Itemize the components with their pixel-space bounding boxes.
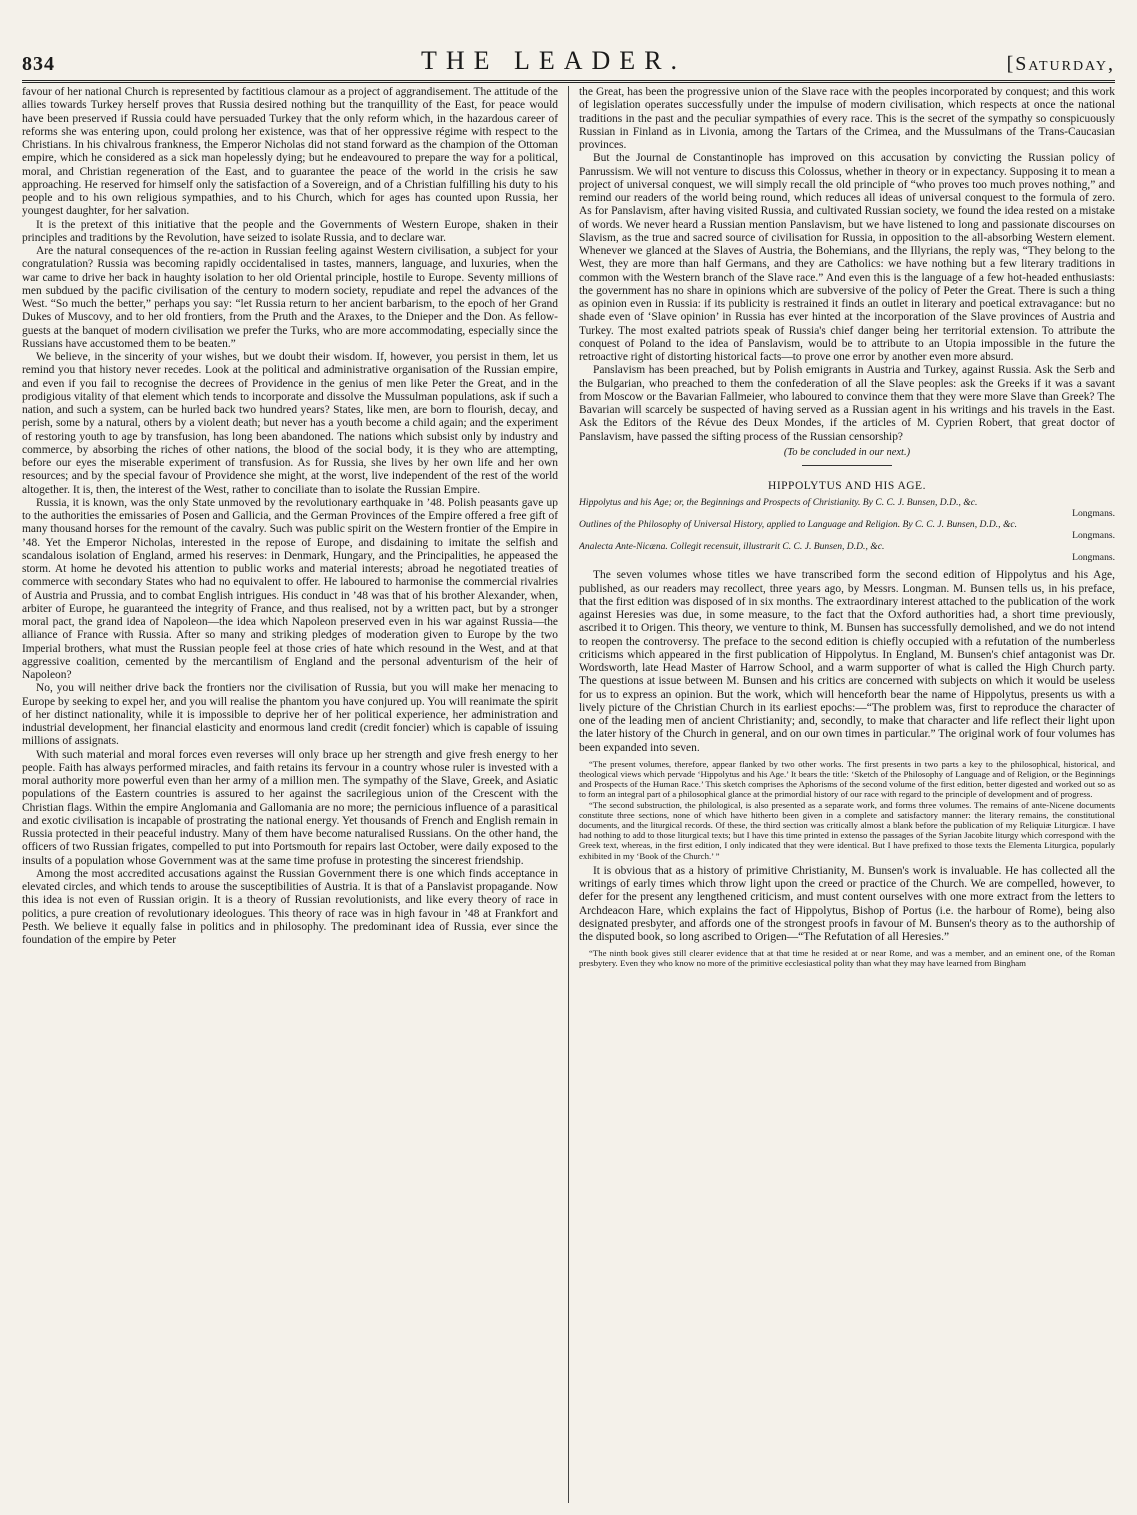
book-listing-2: [579, 519, 1115, 541]
left-paragraph-3: Are the natural consequences of the re-action in Russian feeling against Western civilisation, a subject for your congratulation? Russia was becoming rapidly occidentalised in tastes, manners, language, and luxuries, when the war came to drive her back in haughty isolation to her old Oriental principle, hostile to Europe. Seventy millions of men subdued by the pacific civilisation of the century to modern society, repudiate and repel the advances of the West. “So much the better,” perhaps you say: “let Russia return to her ancient barbarism, to the epoch of her Grand Dukes of Muscovy, and to her old frontiers, from the Pruth and the Araxes, to the Dnieper and the Don. As fellow-guests at the banquet of modern civilisation we prefer the Turks, who are more accommodating, especially since the Russians have accustomed them to be beaten.”: [22, 245, 558, 350]
review-paragraph-1: The seven volumes whose titles we have transcribed form the second edition of Hippolytus and his Age, published, as our readers may recollect, three years ago, by Messrs. Longman. M. Bunsen tells us, in his preface, that the first edition was disposed of in six months. The extraordinary interest attached to the publication of the work against Heresies was due, in some measure, to the fact that the Oxford authorities had, a short time previously, ascribed it to Origen. This theory, we venture to think, M. Bunsen has successfully demolished, and we do not intend to reopen the controversy. The preface to the second edition is chiefly occupied with a refutation of the numberless criticisms which appeared in the first publication of Hippolytus. In England, M. Bunsen's chief antagonist was Dr. Wordsworth, late Head Master of Harrow School, and a warm supporter of what is called the High Church party. The questions at issue between M. Bunsen and his critics are concerned with subjects on which it would be useless for us to express an opinion. But the work, which will henceforth bear the name of Hippolytus, presents us with a lively picture of the Christian Church in its earliest epochs:—“The problem was, first to reproduce the character of one of the leading men of ancient Christianity; and, secondly, to make that character and life reflect their light upon the later history of the Church in general, and on our own times in particular.” The original work of four volumes has been expanded into seven.: [579, 569, 1115, 754]
left-paragraph-6: No, you will neither drive back the frontiers nor the civilisation of Russia, but you will make her menacing to Europe by seeking to expel her, and you will realise the phantom you have conjured up. You will reanimate the spirit of her distinct nationality, while it is impossible to deprive her of her political experience, her administration and industrial development, her financial elasticity and enormous land credit (credit foncier) which is capable of issuing millions of assignats.: [22, 682, 558, 748]
newspaper-title: THE LEADER.: [420, 46, 687, 75]
quote-2-paragraph: “The ninth book gives still clearer evidence that at that time he resided at or near Rome, and was a member, and an eminent one, of the Roman presbytery. Even they who know no more of the primitive ecclesiastical polity than what they may have learned from Bingham: [579, 948, 1115, 969]
left-paragraph-2: It is the pretext of this initiative that the people and the Governments of Western Europe, shaken in their principles and traditions by the Revolution, have seized to isolate Russia, and to declare war.: [22, 218, 558, 244]
right-paragraph-1: the Great, has been the progressive union of the Slave race with the peoples incorporated by conquest; and this work of legislation operates successfully under the impulse of modern civilisation, which respects at once the national traditions in the past and the peculiar sympathies of every race. This is the secret of the sympathy so conspicuously Russian in Finland as in Livonia, among the Tartars of the Crimea, and the Mussulmans of the Trans-Caucasian provinces.: [579, 86, 1115, 151]
book-title-2: Outlines of the Philosophy of Universal History, applied to Language and Religion. By C. C. J. Bunsen, D.D., &c.: [579, 519, 1018, 531]
review-paragraph-2: It is obvious that as a history of primitive Christianity, M. Bunsen's work is invaluable. He has collected all the writings of early times which throw light upon the creed or practice of the Church. We are compelled, however, to defer for the present any lengthened criticism, and must content ourselves with one more extract from the letters to Archdeacon Hare, which explains the fact of Hippolytus, Bishop of Portus (i.e. the harbour of Rome), being also designated presbyter, and affords one of the strongest proofs in favour of M. Bunsen's theory as to the authorship of the disputed book, so long ascribed to Origen—“The Refutation of all Heresies.”: [579, 864, 1115, 944]
right-column: [579, 86, 1115, 1503]
page-number: 834: [22, 53, 55, 75]
right-paragraph-2: But the Journal de Constantinople has improved on this accusation by convicting the Russian policy of Panrussism. We will not venture to discuss this Colossus, whether in theory or in expectancy. Supposing it to mean a project of universal conquest, we will simply recall the old principle of “who proves too much proves nothing,” and remind our readers of the world being round, which reduces all ideas of universal conquest to the formula of zero. As for Panslavism, after having visited Russia, and cultivated Russian society, we found the idea rested on a mistake of words. We never heard a Russian mention Panslavism, but we have listened to long and passionate discourses on Slavism, as the true and sacred source of civilisation for Russia, in opposition to the all-absorbing Western element. Whenever we glanced at the Slaves of Austria, the Bohemians, and the Illyrians, the reply was, “They belong to the West, they are more than half Germans, and they are Catholics: we have nothing but a few literary traditions in common with the Western branch of the Slave race.” And even this is the language of a few hot-headed enthusiasts: the government has no share in opinions which are subversive of the policy of Peter the Great. There is such a thing as opinion even in Russia: if its publicity is restrained it finds an outlet in literary and poetical extravagance: but no shade even of ‘Slave opinion’ in Russia has ever hinted at the incorporation of the Slave provinces of Austria and Turkey. The most exalted patriots speak of Russia's chief danger being her territorial extension. To attribute the conquest of Poland to the idea of Panslavism, would be to attribute to an Utopia impossible in the future the retroactive right of distorting historical facts—to prove one error by another even more absurd.: [579, 152, 1115, 363]
book-listing-1: [579, 497, 1115, 519]
article-heading: HIPPOLYTUS AND HIS AGE.: [768, 480, 926, 492]
left-paragraph-8: Among the most accredited accusations against the Russian Government there is one which finds acceptance in elevated circles, and which tends to arouse the susceptibilities of Austria. It is that of a Panslavist propagande. Now this idea is not even of Russian origin. It is a theory of Russian revolutionists, and like every theory of race in politics, a pure creation of revolutionary ideologues. This theory of race was in high favour in ’48 at Frankfort and Pesth. We believe it equally false in politics and in philosophy. The predominant idea of Russia, ever since the foundation of the empire by Peter: [22, 867, 558, 946]
left-column: [22, 86, 558, 1503]
to-be-concluded-note: (To be concluded in our next.): [783, 446, 911, 458]
article-columns: [22, 86, 1115, 1503]
book-publisher-3: Longmans.: [1072, 552, 1115, 564]
header-rule: [22, 80, 1115, 83]
left-paragraph-4: We believe, in the sincerity of your wishes, but we doubt their wisdom. If, however, you persist in them, let us remind you that history never recedes. Look at the political and administrative organisation of the Russian empire, and even if you fail to recognise the decrees of Providence in the genius of men like Peter the Great, and in the prodigious vitality of that element which tends to incorporate and dissolve the Mussulman populations, ask if such a nation, and such a system, can be hurled back two hundred years? States, like men, are born to flourish, decay, and perish, some by a natural, others by a violent death; but never has a youth become a child again; and the experiment of restoring youth to age by transfusion, has long been abandoned. The nations which subsist only by industry and commerce, by absorbing the riches of other nations, the blood of the social body, it is they who are attempting, before our eyes the miserable experiment of transfusion. As for Russia, she lives by her own life and her own resources; and by the special favour of Providence she might, at the worst, live independent of the rest of the world altogether. It is, then, the interest of the West, rather to conciliate than to isolate the Russian Empire.: [22, 351, 558, 496]
book-listing-3: [579, 541, 1115, 563]
issue-day: [Saturday,: [1006, 53, 1115, 75]
left-paragraph-1: favour of her national Church is represented by factitious clamour as a project of aggrandisement. The attitude of the allies towards Turkey herself proves that Russia desired nothing but the tranquillity of the East, for peace would have been preserved if Russia could have persuaded Turkey that the only reform which, in the hazardous career of reforms she was entering upon, could prolong her existence, was that of her oppressive régime with respect to the Christians. In his chivalrous frankness, the Emperor Nicholas did not stand forward as the champion of the Ottoman empire, which he considered as a sick man hopelessly dying; but he endeavoured to prepare the way for a political, moral, and Christian regeneration of the East, and to guarantee the peace of the world in the crisis he saw approaching. He reserved for himself only the satisfaction of a Sovereign, and of a Christian fulfilling his duty to his people and to his own religious sympathies, and to his Church, which for ages has counted upon Russia, her youngest daughter, for her salvation.: [22, 86, 558, 218]
right-paragraph-3: Panslavism has been preached, but by Polish emigrants in Austria and Turkey, against Russia. Ask the Serb and the Bulgarian, who preached to them the confederation of all the Slave peoples: ask the Greeks if it was a savant from Moscow or the Bavarian Fallmeier, who laboured to convince them that they were more Slave than Greek? The Bavarian will scarcely be suspected of having served as a Russian agent in his writings and his travels in the East. Ask the Editors of the Révue des Deux Mondes, if the articles of M. Cyprien Robert, that great doctor of Panslavism, have passed the sifting process of the Russian censorship?: [579, 364, 1115, 443]
left-paragraph-5: Russia, it is known, was the only State unmoved by the revolutionary earthquake in ’48. Polish peasants gave up to the authorities the emissaries of Posen and Gallicia, and the German Provinces of the Empire offered a free gift of many thousand horses for the remount of the cavalry. Such was public spirit on the Western frontier of the Empire in ’48. Yet the Emperor Nicholas, interested in the repose of Europe, and disdaining to imitate the selfish and scandalous isolation of England, armed his reserves: in Denmark, Hungary, and the Principalities, he appeased the storm. At home he devoted his attention to public works and material interests; abroad he negotiated treaties of commerce with secondary States who had no equivalent to offer. He laboured to harmonise the commercial rivalries of Austria and Prussia, and to combat English intrigues. His conduct in ’48 was that of his brother Alexander, when, arbiter of Europe, he guaranteed the integrity of France, and thus realised, not by a written pact, but by a stronger moral pact, the grand idea of Napoleon—the idea which Napoleon preserved even in his war against Russia—the alliance of France with Russia. After so many and striking pledges of moderation given to Europe by the two Imperial brothers, what must the Russian people feel at those cries of hate which resound in the West, and at that aggressive coalition, cemented by the mercantilism of England and the personal adventurism of the heir of Napoleon?: [22, 496, 558, 681]
block-quote-2: [579, 948, 1115, 968]
left-paragraph-7: With such material and moral forces even reverses will only brace up her strength and give fresh energy to her people. Faith has always performed miracles, and faith retains its fervour in a country whose ruler is invested with a moral authority more powerful even than her army of a million men. The sympathy of the Slave, Greek, and Asiatic populations of the Eastern countries is assured to her against the sacrilegious union of the Crescent with the Christian flags. Within the empire Anglomania and Gallomania are no more; the pernicious influence of a parasitical and exotic civilisation is incapable of prostrating the national energy. Yet thousands of French and English remain in Russia protected in their peaceful industry. Many of them have become naturalised Russians. On the other hand, the officers of two Russian frigates, compelled to put into Portsmouth for repairs last October, were daily exposed to the insults of a population whose Government was at the same time profuse in protesting the sincerest friendship.: [22, 748, 558, 867]
column-divider: [568, 86, 569, 1503]
masthead: [22, 42, 1115, 76]
book-publisher-2: Longmans.: [1072, 530, 1115, 542]
section-rule: [802, 465, 892, 466]
block-quote-1: [579, 759, 1115, 861]
book-publisher-1: Longmans.: [1072, 508, 1115, 520]
quote-paragraph-1: “The present volumes, therefore, appear flanked by two other works. The first presents in two parts a key to the philosophical, historical, and theological views which pervade ‘Hippolytus and his Age.’ It bears the title: ‘Sketch of the Philosophy of Language and of Religion, or the Beginnings and Prospects of the Human Race.’ This sketch comprises the Aphorisms of the second volume of the first edition, better digested and worked out so as to form an integral part of a philosophical glance at the primordial history of our race with regard to the principle of development and of progress.: [579, 758, 1115, 800]
quote-paragraph-2: “The second substruction, the philological, is also presented as a separate work, and forms three volumes. The remains of ante-Nicene documents constitute three sections, none of which have hitherto been given in a complete and satisfactory manner: the literary remains, the constitutional documents, and the liturgical records. Of these, the third section was critically almost a blank before the publication of my Reliquiæ Liturgicæ. I have had nothing to add to those liturgical texts; but I have this time printed in extenso the passages of the Syrian Jacobite liturgy which correspond with the Greek text, whereas, in the first edition, I only indicated that they were identical. But I have prefixed to those texts the Elementa Liturgica, popularly exhibited in my ‘Book of the Church.’ ”: [579, 799, 1115, 861]
book-title-1: Hippolytus and his Age; or, the Beginnings and Prospects of Christianity. By C. C. J. Bunsen, D.D., &c.: [579, 497, 978, 509]
book-title-3: Analecta Ante-Nicæna. Collegit recensuit, illustrarit C. C. J. Bunsen, D.D., &c.: [579, 541, 885, 553]
